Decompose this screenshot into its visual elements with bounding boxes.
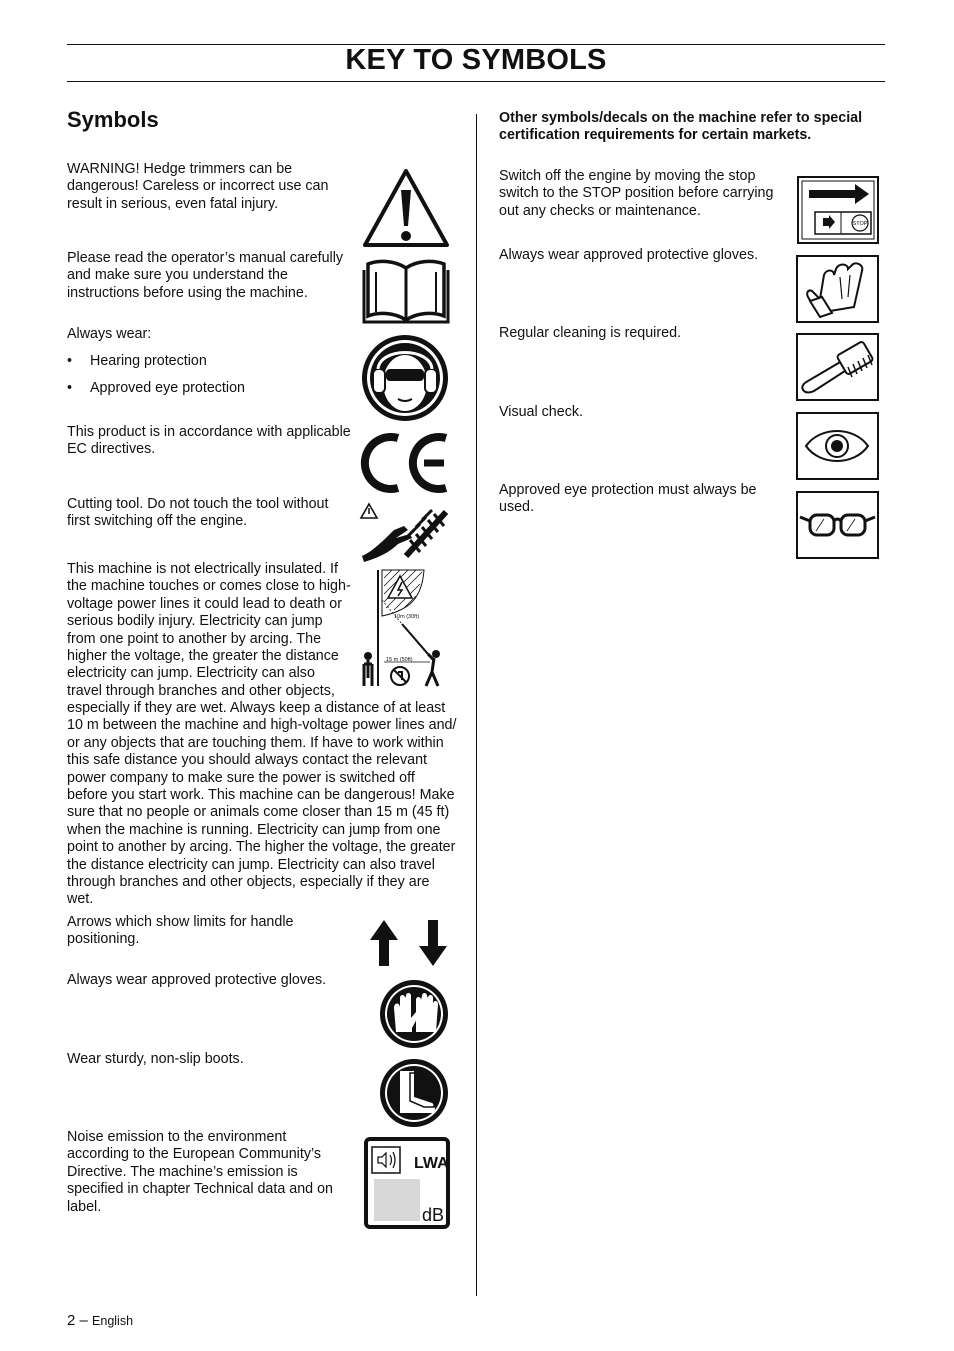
always-wear-label: Always wear: [67,326,152,342]
ce-mark-icon [358,430,452,496]
boots-text: Wear sturdy, non-slip boots. [67,1051,244,1067]
electric-text-1: This machine is not electrically insulated. If the machine touches or comes close to high-voltage power lines it could lead to death or serious bodily injury. Electricity can jump from one point to another by arcing. The higher the voltage, the greater the distance electricity can jump. Electricity can also travel through branches and other objects, [67,561,351,699]
glove-icon [796,255,879,323]
eye-icon [796,412,879,480]
page-number: 2 – [67,1312,88,1329]
boots-circle-icon [378,1057,450,1129]
stop-text: Switch off the engine by moving the stop switch to the STOP position before carrying out any checks or maintenance. [499,168,774,219]
section-heading: Symbols [67,107,159,132]
cutting-hand-icon [358,500,452,564]
eye-protection-text: Approved eye protection must always be used. [499,482,757,516]
right-gloves-text: Always wear approved protective gloves. [499,247,759,263]
gloves-text: Always wear approved protective gloves. [67,972,327,988]
footer-language: English [92,1314,134,1328]
brush-icon [796,333,879,401]
noise-label-icon [364,1137,450,1229]
right-intro: Other symbols/decals on the machine refer to special certification requirements for certain markets. [499,110,863,144]
warning-triangle-icon [362,168,450,248]
page-title: KEY TO SYMBOLS [345,44,607,76]
column-divider [476,114,477,1296]
noise-lwa-label: LWA [414,1155,449,1172]
handle-arrows-icon [366,918,450,968]
cutting-text: Cutting tool. Do not touch the tool without first switching off the engine. [67,496,329,530]
glasses-icon [796,491,879,559]
noise-text: Noise emission to the environment according to the European Community’s Directive. The machine’s emission is specified in chapter Technical data and on label. [67,1129,333,1215]
electric-text-2: especially if they are wet. Always keep a distance of at least 10 m between the machine and high-voltage power lines and/ or any objects that are touching them. If have to work within this safe distance you should always contact the relevant power company to make sure the power is switched off before you start work. This machine can be dangerous! Make sure that no people or animals come closer than 15 m (45 ft) when the machine is running. Electricity can jump from one point to another by arcing. The higher the voltage, the greater the distance electricity can jump. Electricity can also travel through branches and other objects, especially if they are wet. [67,700,457,908]
arrows-text: Arrows which show limits for handle positioning. [67,914,294,948]
manual-text: Please read the operator’s manual carefully and make sure you understand the instructions before using the machine. [67,250,344,301]
ear-eye-protection-icon [360,333,450,423]
header-rule-bottom [67,81,885,82]
power-line-icon [358,568,452,690]
stop-label: STOP [852,221,868,227]
cleaning-text: Regular cleaning is required. [499,325,681,341]
stop-switch-icon [797,176,879,244]
ec-text: This product is in accordance with applicable EC directives. [67,424,351,458]
warning-text: WARNING! Hedge trimmers can be dangerous! Careless or incorrect use can result in serious, even fatal injury. [67,161,329,212]
gloves-circle-icon [378,978,450,1050]
distance-label-15m: 15 m (50ft) [386,657,413,663]
manual-book-icon [362,258,450,324]
noise-db-label: dB [422,1205,445,1225]
distance-label-10m: 10m (30ft) [394,614,420,620]
visual-text: Visual check. [499,404,583,420]
page-footer [67,1312,133,1329]
